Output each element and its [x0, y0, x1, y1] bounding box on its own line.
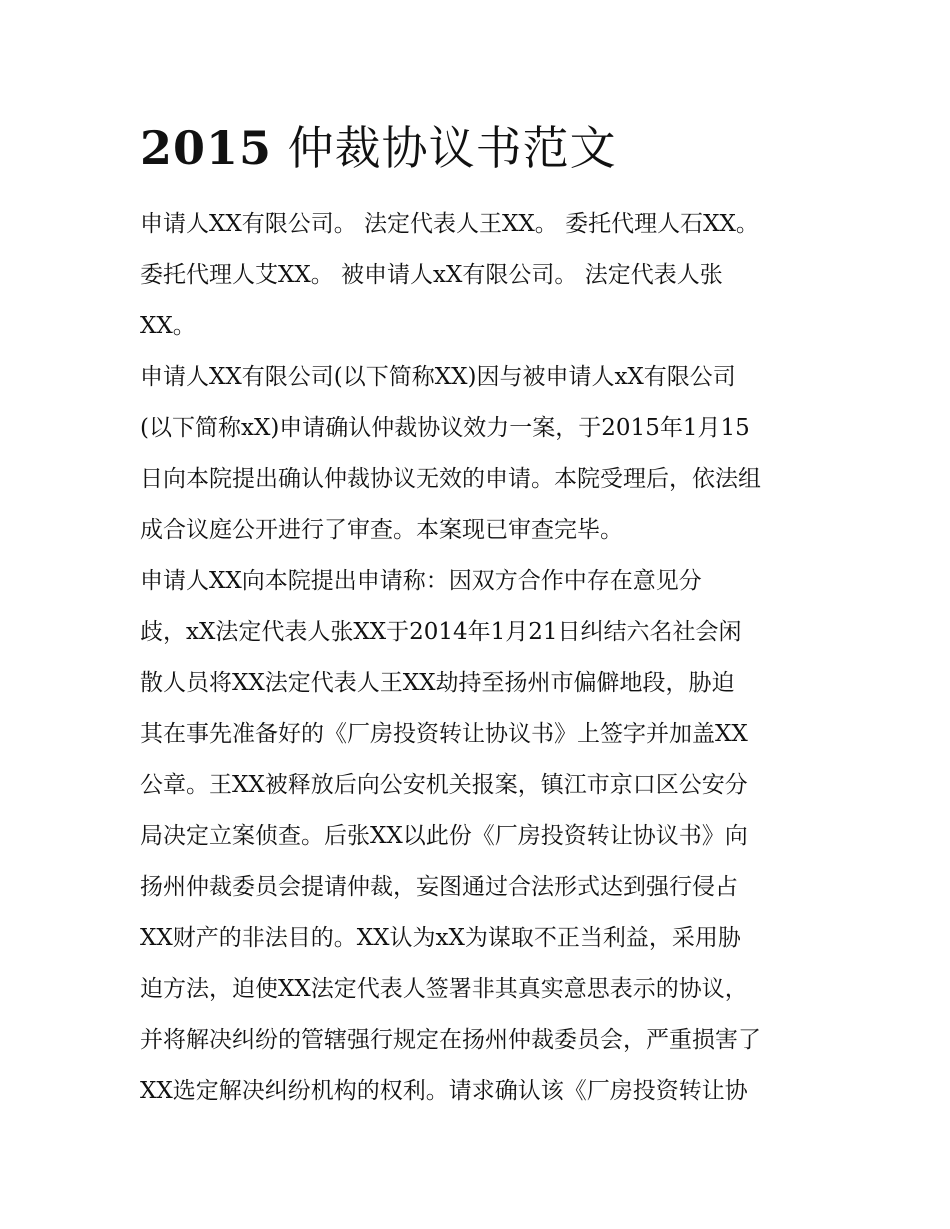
- text-line: 局决定立案侦查。后张XX以此份《厂房投资转让协议书》向: [140, 823, 748, 849]
- text-line: 申请人XX向本院提出申请称：因双方合作中存在意见分: [140, 568, 702, 594]
- text-line: 扬州仲裁委员会提请仲裁，妄图通过合法形式达到强行侵占: [140, 874, 738, 900]
- text-line: XX选定解决纠纷机构的权利。请求确认该《厂房投资转让协: [140, 1078, 748, 1104]
- text-line: 并将解决纠纷的管辖强行规定在扬州仲裁委员会，严重损害了: [140, 1027, 761, 1053]
- text-line: 委托代理人艾XX。 被申请人xX有限公司。 法定代表人张: [140, 262, 723, 288]
- text-line: 申请人XX有限公司(以下简称XX)因与被申请人xX有限公司: [140, 364, 736, 390]
- document-title: [140, 118, 617, 178]
- text-line: XX财产的非法目的。XX认为xX为谋取不正当利益，采用胁: [140, 925, 741, 951]
- text-line: 申请人XX有限公司。 法定代表人王XX。 委托代理人石XX。: [140, 211, 759, 237]
- text-line: 歧，xX法定代表人张XX于2014年1月21日纠结六名社会闲: [140, 619, 742, 645]
- text-line: 迫方法，迫使XX法定代表人签署非其真实意思表示的协议，: [140, 976, 748, 1002]
- text-line: 成合议庭公开进行了审查。本案现已审查完毕。: [140, 517, 623, 543]
- text-line: 其在事先准备好的《厂房投资转让协议书》上签字并加盖XX: [140, 721, 748, 747]
- text-line: (以下简称xX)申请确认仲裁协议效力一案，于2015年1月15: [140, 415, 750, 441]
- text-line: XX。: [140, 313, 196, 339]
- text-line: 散人员将XX法定代表人王XX劫持至扬州市偏僻地段，胁迫: [140, 670, 735, 696]
- title-text: 仲裁协议书范文: [287, 121, 617, 175]
- text-line: 公章。王XX被释放后向公安机关报案，镇江市京口区公安分: [140, 772, 748, 798]
- text-line: 日向本院提出确认仲裁协议无效的申请。本院受理后，依法组: [140, 466, 761, 492]
- title-number: 2015: [140, 121, 273, 175]
- document-body: [140, 199, 820, 1117]
